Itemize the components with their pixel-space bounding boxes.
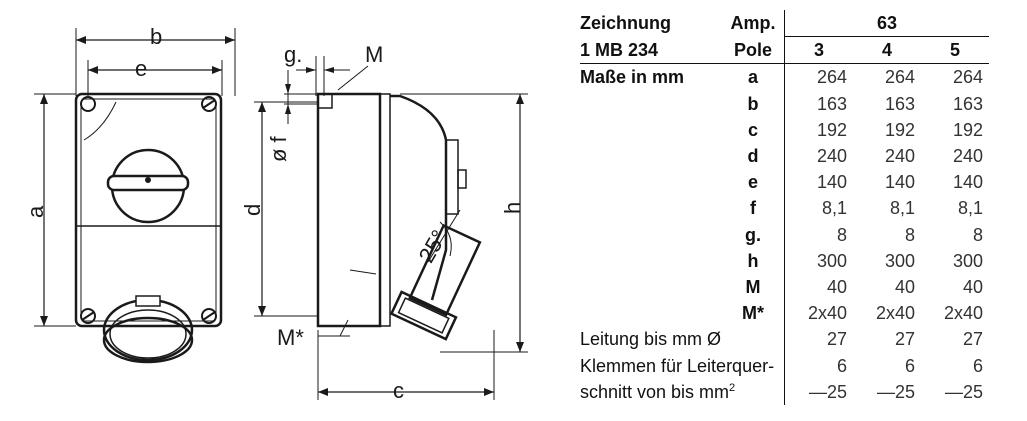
row-key: f [750,198,756,219]
cell-value: 300 [952,250,983,271]
cell-value: 240 [952,146,983,167]
row-key: M* [742,303,764,324]
cell-value: 140 [952,172,983,193]
cell-value: 27 [785,326,854,352]
cell-value: 27 [894,329,915,350]
cell-value: 264 [884,67,915,88]
cell-value: 6 [785,353,854,379]
table-row [580,64,989,91]
cell-value: 6 [972,355,983,376]
table-row [580,300,989,326]
footer-label: Leitung bis mm Ø [580,329,722,350]
angle-label: 25° [413,225,452,267]
cell-value: 163 [785,91,854,117]
dim-label-g: g. [284,42,303,67]
cell-value: 192 [785,117,854,143]
cell-value: 8 [972,224,983,245]
cell-value: 8,1 [889,198,915,219]
table-row [580,248,989,274]
cell-value: 8 [904,224,915,245]
cell-value: 40 [785,274,854,300]
header-row-amp [580,10,989,37]
dim-label-c: c [393,378,404,403]
cell-value: —25 [785,379,854,405]
cell-value: —25 [876,381,915,402]
pole-col-3: 3 [785,37,854,64]
dim-label-f: ø f [266,136,291,162]
cell-value: 140 [884,172,915,193]
cell-value: 264 [785,64,854,91]
header-row-pole [580,37,989,64]
footer-row [580,353,989,379]
cell-value: 300 [884,250,915,271]
cell-value: 300 [785,248,854,274]
row-key: d [747,146,759,167]
cell-value: 2x40 [875,303,915,324]
dim-label-a: a [23,205,48,218]
cell-value: 8,1 [785,195,854,221]
footer-label-sup: 2 [729,381,736,394]
cell-value: 40 [962,277,983,298]
table-row [580,169,989,195]
dim-label-b: b [150,24,163,49]
cell-value: 6 [904,355,915,376]
table-row [580,222,989,248]
row-key: g. [745,224,761,245]
cell-value: 264 [952,67,983,88]
footer-row [580,379,989,405]
footer-label [580,379,785,405]
dim-label-e: e [135,56,148,81]
header-amp-value: 63 [785,10,990,37]
pole-col-4: 4 [853,37,921,64]
front-view [23,24,235,362]
header-pole: Pole [722,37,785,64]
footer-row [580,326,989,352]
row-key: c [747,119,758,140]
cell-value: 240 [785,143,854,169]
dimensions-table [580,10,989,405]
dim-label-h: h [500,201,525,214]
table-row [580,143,989,169]
row-key: b [747,93,759,114]
footer-label: Klemmen für Leiterquer- [580,355,775,376]
cell-value: 192 [952,119,983,140]
side-view [240,42,528,403]
table-row [580,91,989,117]
section-label: Maße in mm [580,67,685,88]
row-key: a [747,67,758,88]
dim-label-m: M [365,42,384,67]
cell-value: 240 [884,146,915,167]
cell-value: 8,1 [957,198,983,219]
cell-value: 163 [884,93,915,114]
pole-col-5: 5 [921,37,989,64]
cell-value: 2x40 [943,303,983,324]
cell-value: 2x40 [785,300,854,326]
row-key: M [745,277,761,298]
header-model: 1 MB 234 [580,37,722,64]
dim-label-m-star: M* [277,325,304,350]
row-key: e [747,172,758,193]
table-row [580,117,989,143]
cell-value: 192 [884,119,915,140]
cell-value: 40 [894,277,915,298]
dimensions-table-container [580,10,1020,405]
table-row [580,195,989,221]
cell-value: 8 [785,222,854,248]
cell-value: —25 [944,381,983,402]
cell-value: 140 [785,169,854,195]
row-key: h [747,250,759,271]
footer-label-text: schnitt von bis mm [580,381,730,402]
cell-value: 163 [952,93,983,114]
header-zeichnung: Zeichnung [580,13,671,34]
table-row [580,274,989,300]
dim-label-d: d [240,203,265,216]
header-amp: Amp. [730,13,776,34]
cell-value: 27 [962,329,983,350]
